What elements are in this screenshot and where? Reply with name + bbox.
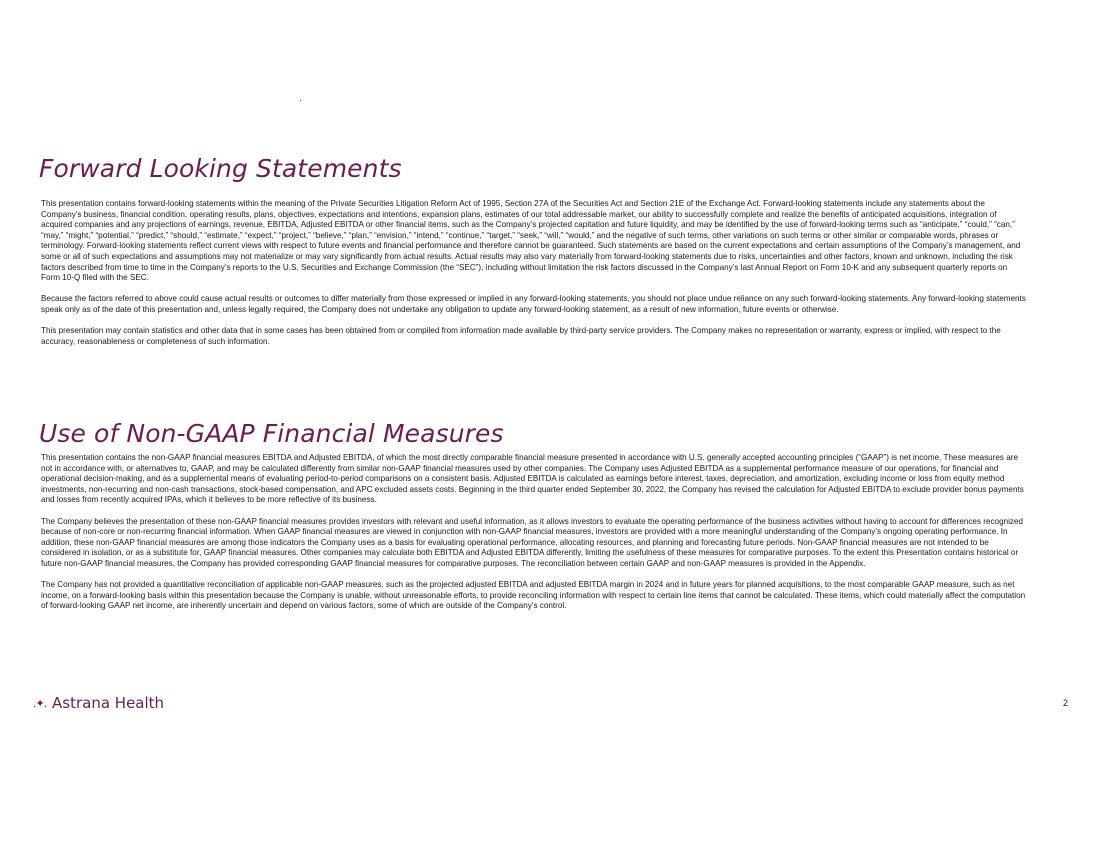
forward-looking-paragraph-3: This presentation may contain statistics and other data that in some cases has been obtained from or compiled from information made available by third-party service providers. The Company makes no representation or warranty, express or implied, with respect to the accuracy, reasonableness or completeness of such information.	[41, 326, 1001, 346]
company-logo	[33, 694, 164, 712]
forward-looking-title: Forward Looking Statements	[39, 154, 402, 183]
non-gaap-paragraph-3: The Company has not provided a quantitative reconciliation of applicable non-GAAP measures, such as the projected adjusted EBITDA and adjusted EBITDA margin in 2024 and in future years for planned acquisitions, to the most comparable GAAP measure, such as net income, on a forward-looking basis within this presentation because the Company is unable, without unreasonable efforts, to provide reconciling information with respect to certain line items that cannot be calculated. These items, which could materially affect the computation of forward-looking GAAP net income, are inherently uncertain and depend on various factors, some of which are outside of the Company’s control.	[41, 580, 1026, 611]
forward-looking-body	[41, 199, 1026, 347]
stray-dot	[300, 100, 301, 101]
non-gaap-paragraph-1: This presentation contains the non-GAAP financial measures EBITDA and Adjusted EBITDA, of which the most directly comparable financial measure presented in accordance with U.S. generally accepted accounting principles (“GAAP”) is net income. These measures are not in accordance with, or alternatives to, GAAP, and may be calculated differently from similar non-GAAP financial measures used by other companies. The Company uses Adjusted EBITDA as a supplemental performance measure of our operations, for financial and operational decision-making, and as a supplemental means of evaluating period-to-period comparisons on a consistent basis. Adjusted EBITDA is calculated as earnings before interest, taxes, depreciation, and amortization, excluding income or loss from equity method investments, non-recurring and non-cash transactions, stock-based compensation, and APC excluded assets costs. Beginning in the third quarter ended September 30, 2022, the Company has revised the calculation for Adjusted EBITDA to exclude provider bonus payments and losses from recently acquired IPAs, which it believes to be more reflective of its business.	[41, 453, 1024, 505]
company-logo-text: Astrana Health	[52, 694, 165, 712]
non-gaap-paragraph-2: The Company believes the presentation of these non-GAAP financial measures provides investors with relevant and useful information, as it allows investors to evaluate the operating performance of the business activities without having to account for differences recognized because of non-core or non-recurring financial information. When GAAP financial measures are viewed in conjunction with non-GAAP financial measures, investors are provided with a more meaningful understanding of the Company’s ongoing operating performance. In addition, these non-GAAP financial measures are among those indicators the Company uses as a basis for evaluating operational performance, allocating resources, and planning and forecasting future periods. Non-GAAP financial measures are not intended to be considered in isolation, or as a substitute for, GAAP financial measures. Other companies may calculate both EBITDA and Adjusted EBITDA differently, limiting the usefulness of these measures for comparative purposes. To the extent this Presentation contains historical or future non-GAAP financial measures, the Company has provided corresponding GAAP financial measures for comparative purposes. The reconciliation between certain GAAP and non-GAAP measures is provided in the Appendix.	[41, 516, 1024, 568]
forward-looking-paragraph-1: This presentation contains forward-looking statements within the meaning of the Private Securities Litigation Reform Act of 1995, Section 27A of the Securities Act and Section 21E of the Exchange Act. Forward-looking statements include any statements about the Company’s business, financial condition, operating results, plans, objectives, expectations and intentions, expansion plans, estimates of our total addressable market, our ability to successfully complete and realize the benefits of anticipated acquisitions, integration of acquired companies and any projections of earnings, revenue, EBITDA, Adjusted EBITDA or other financial items, such as the Company’s projected capitation and future liquidity, and may be identified by the use of forward-looking terms such as “anticipate,” “could,” “can,” “may,” “might,” “potential,” “predict,” “should,” “estimate,” “expect,” “project,” “believe,” “plan,” “envision,” “intend,” “continue,” “target,” “seek,” “will,” “would,” and the negative of such terms, other variations on such terms or other similar or comparable words, phrases or terminology. Forward-looking statements reflect current views with respect to future events and financial performance and therefore cannot be guaranteed. Such statements are based on the current expectations and certain assumptions of the Company’s management, and some or all of such expectations and assumptions may not materialize or may vary significantly from actual results. Actual results may also vary materially from forward-looking statements due to risks, uncertainties and other factors, known and unknown, including the risk factors described from time to time in the Company’s reports to the U.S. Securities and Exchange Commission (the “SEC”), including without limitation the risk factors discussed in the Company’s last Annual Report on Form 10-K and any subsequent quarterly reports on Form 10-Q filed with the SEC.	[41, 199, 1021, 283]
non-gaap-title: Use of Non-GAAP Financial Measures	[39, 419, 504, 448]
sparkle-icon: .✦.	[33, 696, 47, 710]
forward-looking-paragraph-2: Because the factors referred to above could cause actual results or outcomes to differ materially from those expressed or implied in any forward-looking statements, you should not place undue reliance on any such forward-looking statements. Any forward-looking statements speak only as of the date of this presentation and, unless legally required, the Company does not undertake any obligation to update any forward-looking statement, as a result of new information, future events or otherwise.	[41, 294, 1026, 314]
non-gaap-body	[41, 453, 1026, 612]
page-number: 2	[1063, 698, 1069, 708]
